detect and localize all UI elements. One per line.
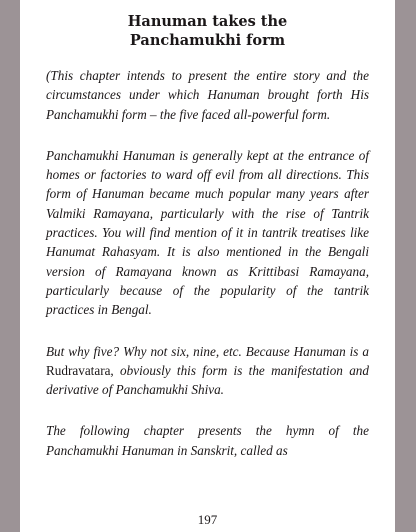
paragraph-intro: (This chapter intends to present the entire story and the circumstances under which Hanuman brought forth His Panchamukhi form – the five faced all-powerful form. bbox=[46, 68, 369, 122]
paragraph-why-five bbox=[46, 342, 369, 400]
paragraph-panchamukhi: Panchamukhi Hanuman is generally kept at the entrance of homes or factories to ward off evil from all directions. This form of Hanuman became much popular many years after Valmiki Ramayana, particularly with the rise of Tantrik practices. You will find mention of it in tantrik treatises like Hanumat Rahasyam. It is also mentioned in the Bengali version of Ramayana known as Krittibasi Ramayana, particularly because of the popularity of the tantrik practices in Bengal. bbox=[46, 147, 369, 318]
page-number: 197 bbox=[197, 512, 218, 527]
chapter-title-line-1: Hanuman takes the bbox=[127, 13, 288, 30]
paragraph-hymn: The following chapter presents the hymn of the Panchamukhi Hanuman in Sanskrit, called as bbox=[46, 423, 369, 458]
chapter-title-line-2: Panchamukhi form bbox=[129, 32, 286, 49]
rudravatara-term: Rudravatara, bbox=[46, 362, 114, 378]
paragraph-why-five-end: obviously this form is the manifestation and derivative of Panchamukhi Shiva. bbox=[46, 362, 369, 398]
book-page bbox=[20, 0, 395, 532]
chapter-title bbox=[46, 12, 369, 50]
paragraph-why-five-start: But why five? Why not six, nine, etc. Because Hanuman is a bbox=[46, 343, 369, 359]
